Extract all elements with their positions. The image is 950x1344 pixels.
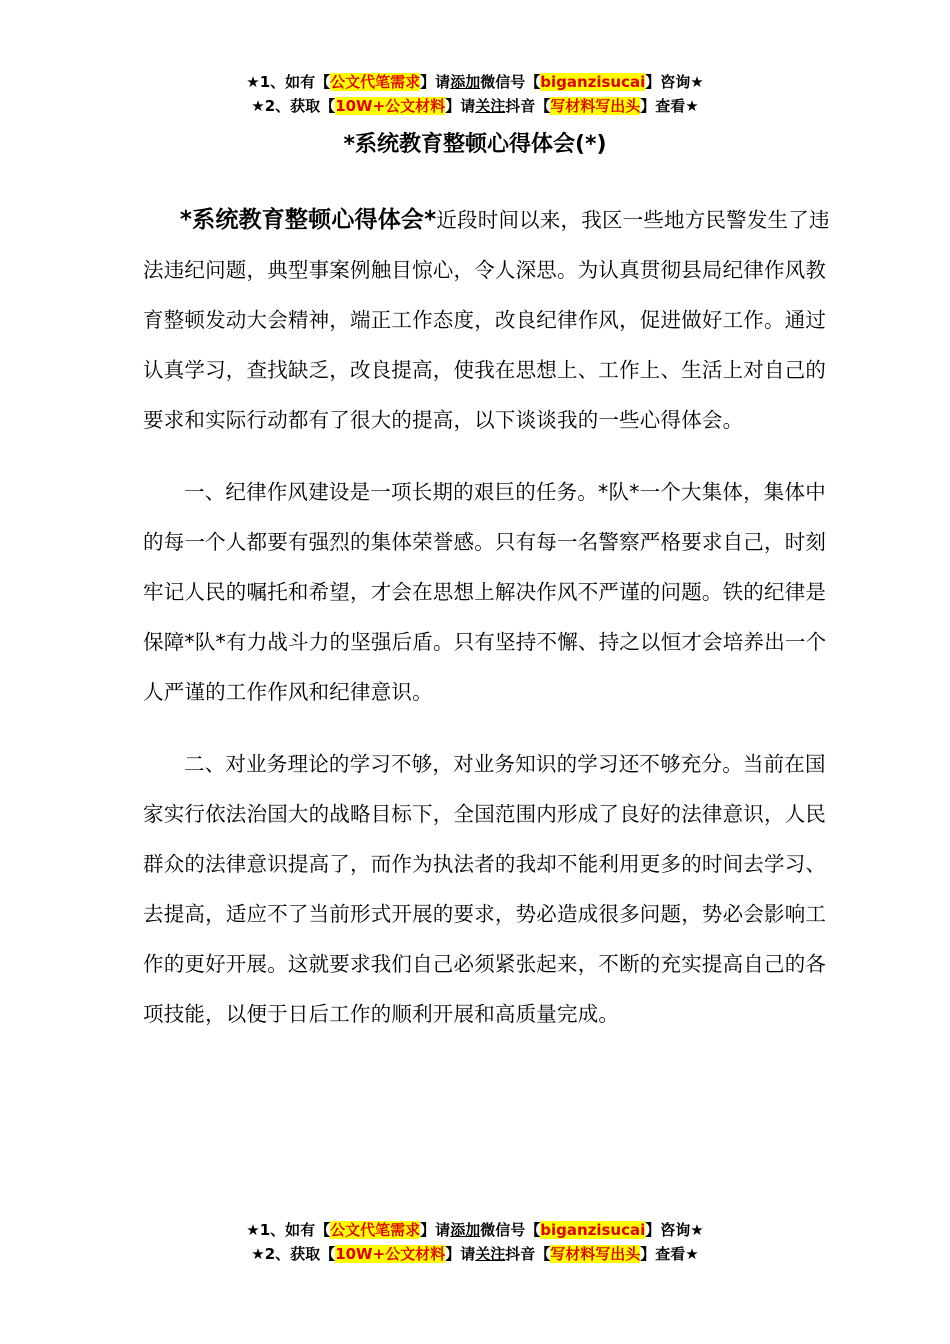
footer-banner-line-1 <box>0 1218 950 1242</box>
banner-text: 微信号【 <box>480 73 541 91</box>
banner-text: 】请 <box>420 73 451 91</box>
underlined-word: 关注 <box>475 97 506 115</box>
banner-text: ★1、如有【 <box>246 73 331 91</box>
highlight-douyin-account: 写材料写出头 <box>550 97 641 115</box>
highlight-service: 公文代笔需求 <box>330 73 421 91</box>
header-banner-line-1 <box>0 70 950 94</box>
highlight-wechat-id: biganzisucai <box>540 1221 646 1239</box>
underlined-word: 关注 <box>475 1245 506 1263</box>
banner-text: 】请 <box>445 97 476 115</box>
highlight-douyin-account: 写材料写出头 <box>550 1245 641 1263</box>
footer-banner <box>0 1218 950 1266</box>
header-banner <box>0 70 950 118</box>
banner-text: 】咨询★ <box>645 73 704 91</box>
banner-text: ★2、获取【 <box>251 97 336 115</box>
underlined-word: 添加 <box>450 1221 481 1239</box>
banner-text: 微信号【 <box>480 1221 541 1239</box>
banner-text: 】请 <box>420 1221 451 1239</box>
paragraph-section-2: 二、对业务理论的学习不够，对业务知识的学习还不够充分。当前在国家实行依法治国大的战略目标下，全国范围内形成了良好的法律意识，人民群众的法律意识提高了，而作为执法者的我却不能利用更多的时间去学习、去提高，适应不了当前形式开展的要求，势必造成很多问题，势必会影响工作的更好开展。这就要求我们自己必须紧张起来，不断的充实提高自己的各项技能，以便于日后工作的顺利开展和高质量完成。 <box>143 752 827 1026</box>
highlight-service: 公文代笔需求 <box>330 1221 421 1239</box>
paragraph-section-1: 一、纪律作风建设是一项长期的艰巨的任务。*队*一个大集体，集体中的每一个人都要有强烈的集体荣誉感。只有每一名警察严格要求自己，时刻牢记人民的嘱托和希望，才会在思想上解决作风不严谨的问题。铁的纪律是保障*队*有力战斗力的坚强后盾。只有坚持不懈、持之以恒才会培养出一个人严谨的工作作风和纪律意识。 <box>143 480 827 704</box>
banner-text: 】咨询★ <box>645 1221 704 1239</box>
underlined-word: 添加 <box>450 73 481 91</box>
banner-text: 抖音【 <box>505 97 551 115</box>
banner-text: 】查看★ <box>640 97 699 115</box>
banner-text: 】查看★ <box>640 1245 699 1263</box>
highlight-wechat-id: biganzisucai <box>540 73 646 91</box>
banner-text: ★1、如有【 <box>246 1221 331 1239</box>
highlight-materials: 10W+公文材料 <box>335 1245 446 1263</box>
footer-banner-line-2 <box>0 1242 950 1266</box>
banner-text: 抖音【 <box>505 1245 551 1263</box>
paragraph-text: 近段时间以来，我区一些地方民警发生了违法违纪问题，典型事案例触目惊心，令人深思。为认真贯彻县局纪律作风教育整顿发动大会精神，端正工作态度，改良纪律作风，促进做好工作。通过认真学习，查找缺乏，改良提高，使我在思想上、工作上、生活上对自己的要求和实际行动都有了很大的提高，以下谈谈我的一些心得体会。 <box>143 208 830 432</box>
banner-text: 】请 <box>445 1245 476 1263</box>
document-body <box>143 195 833 1061</box>
paragraph-lead-title: *系统教育整顿心得体会* <box>179 207 437 233</box>
header-banner-line-2 <box>0 94 950 118</box>
paragraph-intro <box>143 195 833 445</box>
banner-text: ★2、获取【 <box>251 1245 336 1263</box>
document-title: *系统教育整顿心得体会(*) <box>343 132 607 157</box>
highlight-materials: 10W+公文材料 <box>335 97 446 115</box>
